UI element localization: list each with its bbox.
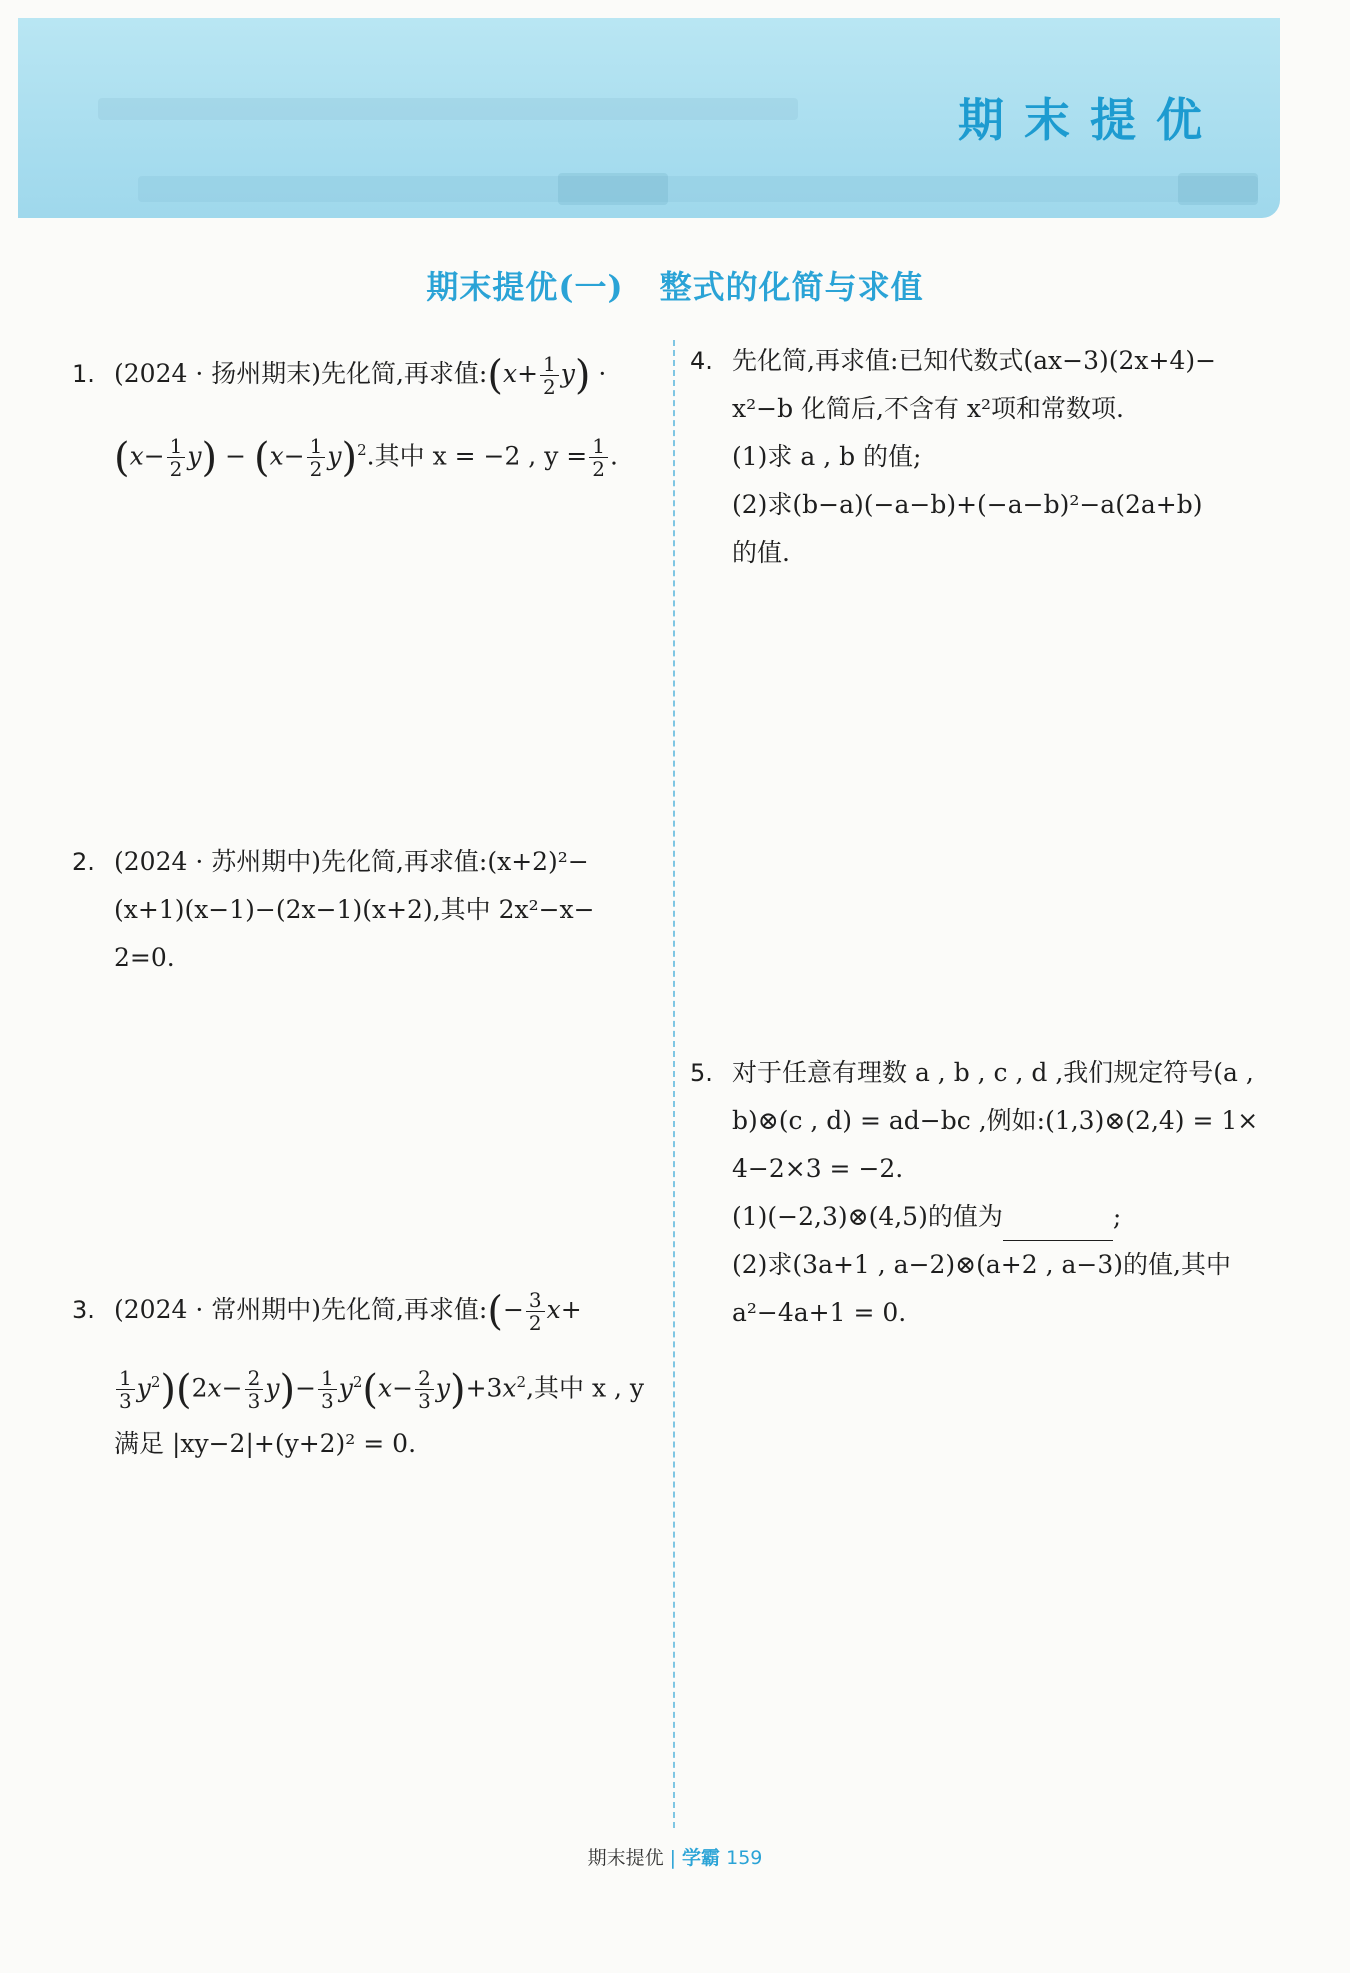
question-5-line-4: (1)(−2,3)⊗(4,5)的值为 ; <box>732 1193 1258 1241</box>
page-footer <box>0 1843 1350 1870</box>
footer-label: 期末提优 <box>587 1847 664 1869</box>
banner-title: 期末提优 <box>958 93 1222 147</box>
footer-separator: | <box>669 1847 677 1869</box>
header-banner <box>18 18 1280 218</box>
question-4-line-5: 的值. <box>732 538 790 567</box>
question-4-line-2: x²−b 化简后,不含有 x²项和常数项. <box>732 394 1124 423</box>
question-number: 2. <box>72 848 95 876</box>
question-number: 3. <box>72 1296 95 1324</box>
question-5-line-2: b)⊗(c , d) = ad−bc ,例如:(1,3)⊗(2,4) = 1× <box>732 1106 1259 1135</box>
banner-ghost-badge <box>1178 173 1258 205</box>
question-1 <box>72 350 618 480</box>
column-divider <box>673 340 675 1828</box>
question-4-line-1: 先化简,再求值:已知代数式(ax−3)(2x+4)− <box>732 346 1217 375</box>
question-5-line-6: a²−4a+1 = 0. <box>732 1298 907 1327</box>
question-number: 5. <box>690 1059 713 1087</box>
question-2-line-3: 2=0. <box>114 943 175 972</box>
question-2-line-1: (2024 · 苏州期中)先化简,再求值:(x+2)²− <box>114 847 589 876</box>
question-5-line-3: 4−2×3 = −2. <box>732 1154 904 1183</box>
question-3 <box>72 1286 644 1468</box>
section-title-part2: 整式的化简与求值 <box>659 268 924 306</box>
question-number: 4. <box>690 347 713 375</box>
question-3-line-2: $\frac{1}{3}$ $y^2)(2x-$ $\frac{2}{3}$ y)− $\frac{1}{3}$ $y^2(x-$ $\frac{2}{3}$ $y)+3x^2$,其中 x , y <box>114 1358 644 1412</box>
question-5 <box>690 1049 1258 1337</box>
question-3-line-3: 满足 |xy−2|+(y+2)² = 0. <box>114 1429 417 1459</box>
question-2 <box>72 838 595 982</box>
footer-brand: 学霸 <box>682 1847 721 1869</box>
question-4-line-3: (1)求 a , b 的值; <box>732 442 922 471</box>
page-number: 159 <box>726 1847 763 1869</box>
section-title-part1: 期末提优(一) <box>426 268 624 306</box>
question-3-line-1: (2024 · 常州期中)先化简,再求值:(− $\frac{3}{2}$ x+ <box>114 1288 582 1335</box>
question-4 <box>690 337 1216 577</box>
question-5-line-1: 对于任意有理数 a , b , c , d ,我们规定符号(a , <box>732 1058 1254 1087</box>
question-4-line-4: (2)求(b−a)(−a−b)+(−a−b)²−a(2a+b) <box>732 490 1203 519</box>
question-1-line-2: (x− $\frac{1}{2}$ y) − (x− $\frac{1}{2}$ y)$^2$.其中 x = −2 , y = $\frac{1}{2}$ . <box>114 434 618 482</box>
answer-blank[interactable] <box>1003 1214 1113 1241</box>
question-5-line-5: (2)求(3a+1 , a−2)⊗(a+2 , a−3)的值,其中 <box>732 1250 1231 1279</box>
banner-ghost-text <box>98 98 798 120</box>
question-number: 1. <box>72 360 95 388</box>
question-2-line-2: (x+1)(x−1)−(2x−1)(x+2),其中 2x²−x− <box>114 895 595 924</box>
section-title <box>0 262 1350 308</box>
question-1-line-1: (2024 · 扬州期末)先化简,再求值:(x+ $\frac{1}{2}$ y) · <box>114 352 607 399</box>
fraction-half: $\frac{1}{2}$ <box>540 353 559 398</box>
banner-ghost-badge <box>558 173 668 205</box>
banner-ghost-text <box>138 176 1258 202</box>
